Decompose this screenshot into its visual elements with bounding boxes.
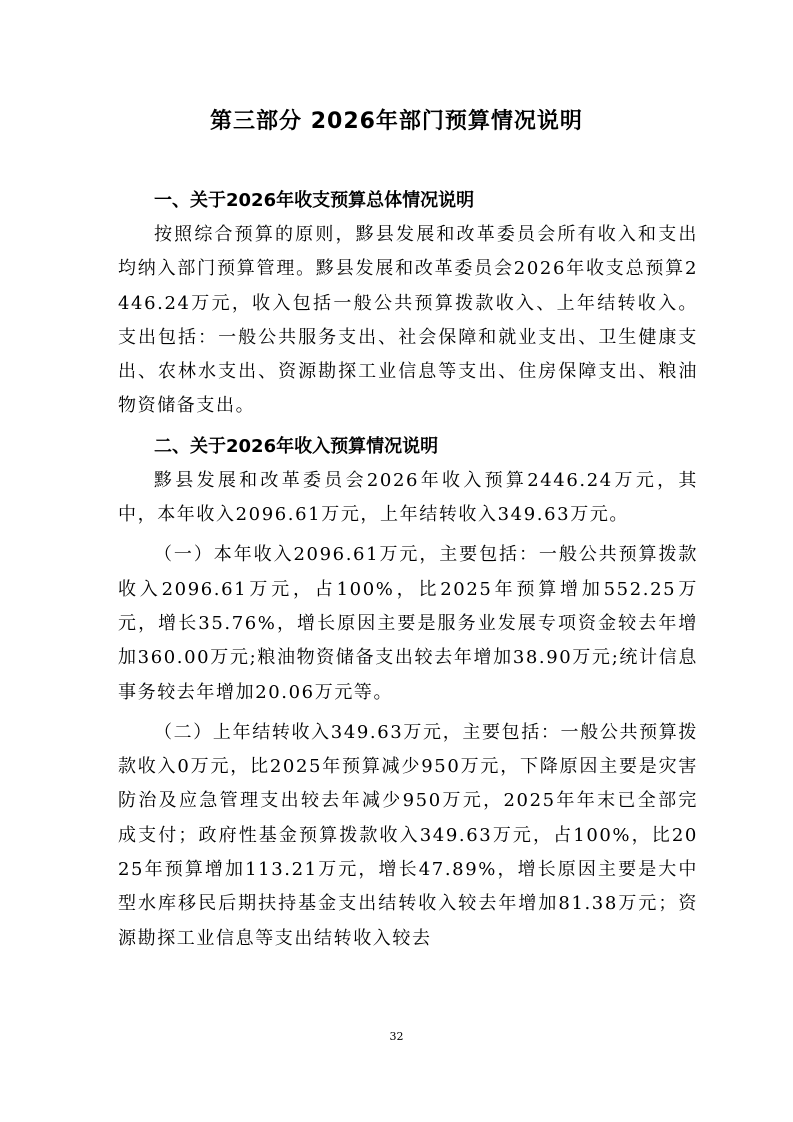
paragraph-overall-budget: 按照综合预算的原则，黟县发展和改革委员会所有收入和支出均纳入部门预算管理。黟县发展和改革委员会2026年收支总预算2446.24万元，收入包括一般公共预算拨款收入、上年结转收入。支出包括：一般公共服务支出、社会保障和就业支出、卫生健康支出、农林水支出、资源勘探工业信息等支出、住房保障支出、粮油物资储备支出。 xyxy=(118,224,698,417)
page-number: 32 xyxy=(389,1030,404,1043)
document-body xyxy=(118,184,698,956)
paragraph-current-year-income: （一）本年收入2096.61万元，主要包括：一般公共预算拨款收入2096.61万元，占100%，比2025年预算增加552.25万元，增长35.76%，增长原因主要是服务业发展专项资金较去年增加360.00万元;粮油物资储备支出较去年增加38.90万元;统计信息事务较去年增加20.06万元等。 xyxy=(118,544,698,703)
page-title: 第三部分 2026年部门预算情况说明 xyxy=(210,109,583,134)
paragraph-income-summary: 黟县发展和改革委员会2026年收入预算2446.24万元，其中，本年收入2096.61万元，上年结转收入349.63万元。 xyxy=(118,469,698,526)
paragraph-carryover-income: （二）上年结转收入349.63万元，主要包括：一般公共预算拨款收入0万元，比2025年预算减少950万元，下降原因主要是灾害防治及应急管理支出较去年减少950万元，2025年年末已全部完成支付；政府性基金预算拨款收入349.63万元，占100%，比2025年预算增加113.21万元，增长47.89%，增长原因主要是大中型水库移民后期扶持基金支出结转收入较去年增加81.38万元；资源勘探工业信息等支出结转收入较去 xyxy=(118,721,698,949)
section-heading-overall: 一、关于2026年收支预算总体情况说明 xyxy=(154,190,475,211)
section-heading-income: 二、关于2026年收入预算情况说明 xyxy=(154,435,439,457)
